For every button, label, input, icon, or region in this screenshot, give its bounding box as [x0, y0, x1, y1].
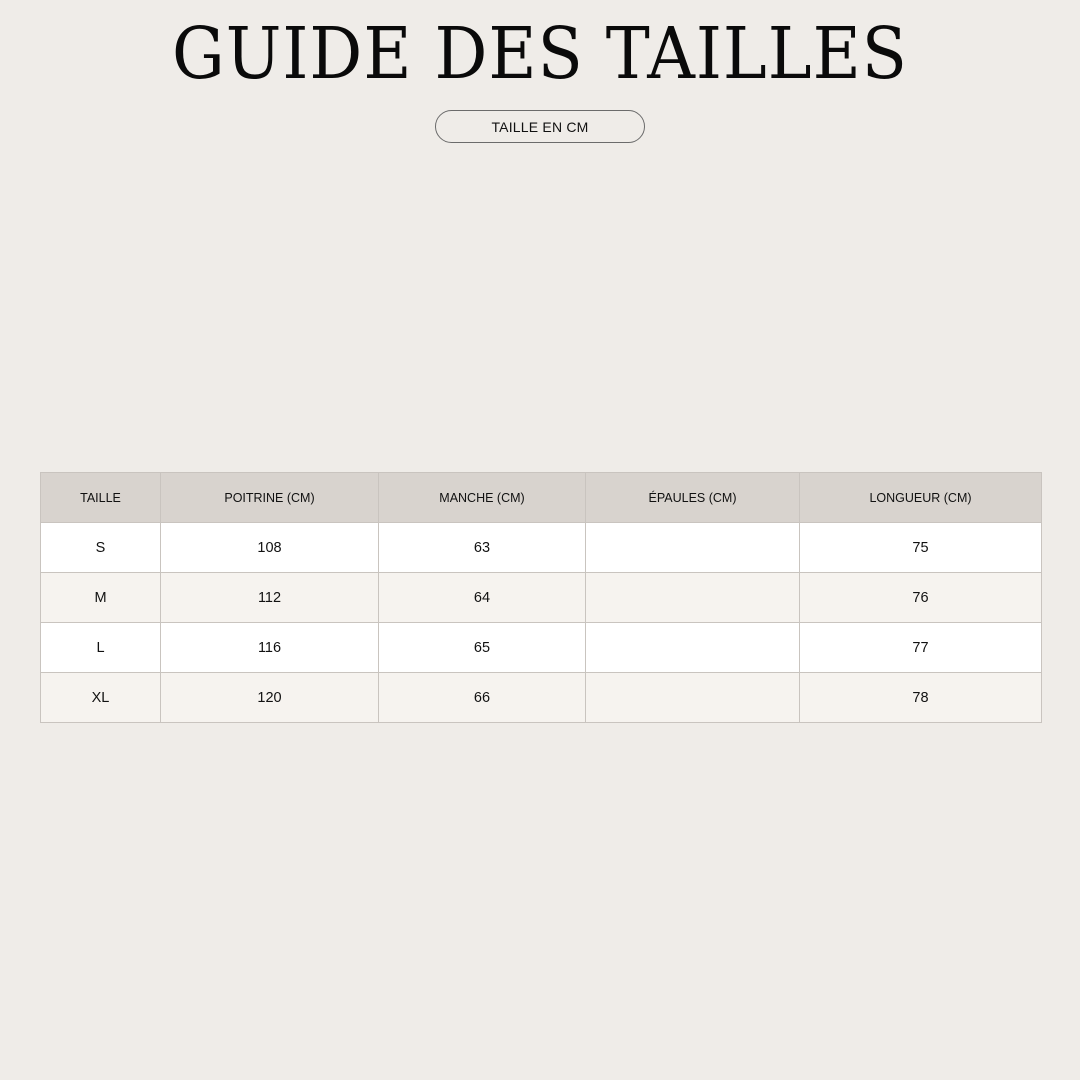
cell-length: 78	[800, 673, 1042, 723]
header-sleeve: MANCHE (CM)	[379, 473, 586, 523]
header-shoulders: ÉPAULES (CM)	[586, 473, 800, 523]
cell-chest: 116	[161, 623, 379, 673]
header-size: TAILLE	[41, 473, 161, 523]
table-header-row	[41, 473, 1042, 523]
unit-label: TAILLE EN CM	[491, 118, 589, 135]
header-length: LONGUEUR (CM)	[800, 473, 1042, 523]
table-row	[41, 673, 1042, 723]
cell-size: M	[41, 573, 161, 623]
cell-shoulders	[586, 523, 800, 573]
cell-size: L	[41, 623, 161, 673]
header-chest: POITRINE (CM)	[161, 473, 379, 523]
cell-sleeve: 64	[379, 573, 586, 623]
cell-chest: 108	[161, 523, 379, 573]
cell-shoulders	[586, 573, 800, 623]
cell-length: 76	[800, 573, 1042, 623]
table-row	[41, 523, 1042, 573]
cell-chest: 120	[161, 673, 379, 723]
cell-length: 75	[800, 523, 1042, 573]
cell-chest: 112	[161, 573, 379, 623]
cell-size: XL	[41, 673, 161, 723]
cell-shoulders	[586, 673, 800, 723]
page-title: GUIDE DES TAILLES	[172, 11, 908, 96]
cell-sleeve: 65	[379, 623, 586, 673]
cell-size: S	[41, 523, 161, 573]
table-row	[41, 573, 1042, 623]
cell-length: 77	[800, 623, 1042, 673]
cell-sleeve: 66	[379, 673, 586, 723]
unit-label-pill	[435, 110, 645, 143]
size-table-container	[40, 472, 1041, 723]
cell-sleeve: 63	[379, 523, 586, 573]
cell-shoulders	[586, 623, 800, 673]
size-table	[40, 472, 1042, 723]
table-row	[41, 623, 1042, 673]
